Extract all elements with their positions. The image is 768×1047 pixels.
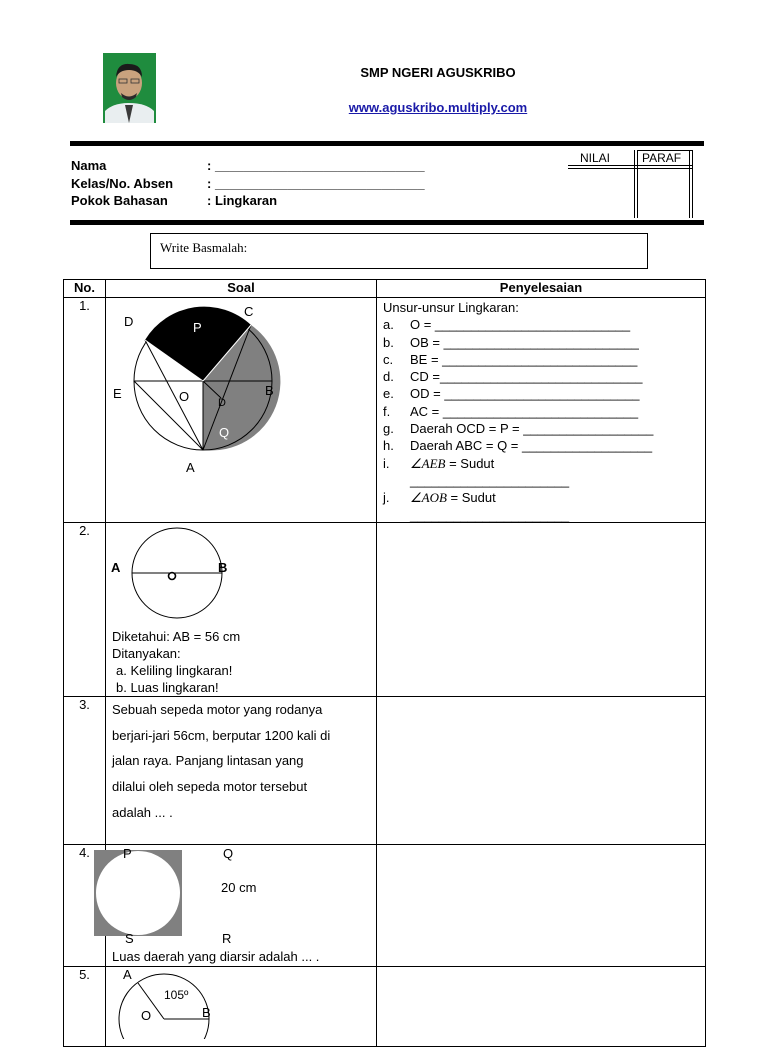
angle-label: 105º bbox=[164, 988, 189, 1002]
website-link[interactable]: www.aguskribo.multiply.com bbox=[348, 100, 528, 115]
answer-cell[interactable] bbox=[377, 967, 706, 1047]
label-b: B bbox=[218, 560, 228, 575]
header-penyelesaian: Penyelesaian bbox=[377, 280, 706, 298]
label-p: P bbox=[123, 846, 132, 861]
kelas-field[interactable]: : _____________________________ bbox=[207, 175, 425, 191]
label-q: Q bbox=[219, 425, 230, 440]
size-label: 20 cm bbox=[221, 880, 257, 895]
question-number: 3. bbox=[64, 697, 106, 845]
pokok-value: : Lingkaran bbox=[207, 193, 278, 208]
nilai-label: NILAI bbox=[580, 151, 611, 165]
answer-item-b: b. OB = ___________________________ bbox=[383, 334, 639, 350]
label-d-small: D bbox=[218, 397, 226, 409]
answer-line-j: ______________________ bbox=[410, 507, 570, 523]
question-text: Diketahui: AB = 56 cm Ditanyakan: a. Keliling lingkaran! b. Luas lingkaran! bbox=[112, 629, 241, 695]
answer-item-e: e. OD = ___________________________ bbox=[383, 386, 640, 402]
paraf-label: PARAF bbox=[642, 151, 682, 165]
answer-cell[interactable] bbox=[377, 298, 706, 523]
answer-item-j: j. ∠AOB = Sudut bbox=[383, 490, 496, 506]
label-s: S bbox=[125, 931, 134, 946]
circle-diagram-5 bbox=[116, 969, 226, 1039]
question-row bbox=[64, 845, 706, 967]
school-name: SMP NGERI AGUSKRIBO bbox=[360, 65, 516, 80]
nama-label: Nama bbox=[71, 158, 107, 173]
label-a: A bbox=[186, 460, 195, 475]
question-number: 2. bbox=[64, 523, 106, 697]
answer-item-g: g. Daerah OCD = P = __________________ bbox=[383, 421, 654, 437]
label-a: A bbox=[123, 967, 132, 982]
question-number: 4. bbox=[64, 845, 106, 967]
pokok-label: Pokok Bahasan bbox=[71, 193, 168, 208]
question-row bbox=[64, 298, 706, 523]
answer-item-i: i. ∠AEB = Sudut bbox=[383, 455, 495, 471]
label-e: E bbox=[113, 386, 122, 401]
label-a: A bbox=[111, 560, 121, 575]
answer-item-c: c. BE = ___________________________ bbox=[383, 351, 638, 367]
header-no: No. bbox=[64, 280, 106, 298]
question-row bbox=[64, 697, 706, 845]
label-d: D bbox=[124, 314, 134, 329]
question-cell bbox=[106, 523, 377, 697]
circle-diagram-2 bbox=[126, 525, 236, 625]
kelas-label: Kelas/No. Absen bbox=[71, 175, 174, 191]
question-number: 5. bbox=[64, 967, 106, 1047]
answer-item-d: d. CD =____________________________ bbox=[383, 369, 643, 385]
answer-cell[interactable] bbox=[377, 523, 706, 697]
answer-item-a: a. O = ___________________________ bbox=[383, 317, 631, 333]
circle-diagram bbox=[126, 302, 286, 462]
answer-list bbox=[383, 299, 653, 524]
answer-cell[interactable] bbox=[377, 845, 706, 967]
question-row bbox=[64, 967, 706, 1047]
question-cell bbox=[106, 845, 377, 967]
square-circle-diagram bbox=[94, 850, 184, 940]
header-soal: Soal bbox=[106, 280, 377, 298]
label-b: B bbox=[265, 383, 274, 398]
question-text: Luas daerah yang diarsir adalah ... . bbox=[112, 949, 320, 964]
label-q: Q bbox=[223, 846, 234, 861]
top-divider bbox=[70, 141, 704, 146]
question-table bbox=[63, 279, 706, 1047]
label-r: R bbox=[222, 931, 232, 946]
basmalah-box[interactable] bbox=[150, 233, 648, 269]
basmalah-label: Write Basmalah: bbox=[160, 240, 248, 255]
answer-line-i: ______________________ bbox=[410, 472, 570, 488]
label-p: P bbox=[193, 320, 202, 335]
nama-field[interactable]: : _____________________________ bbox=[207, 158, 425, 173]
score-box bbox=[568, 150, 693, 218]
question-cell bbox=[106, 967, 377, 1047]
question-cell bbox=[106, 298, 377, 523]
label-c: C bbox=[244, 304, 254, 319]
label-o: O bbox=[179, 389, 190, 404]
answer-item-h: h. Daerah ABC = Q = __________________ bbox=[383, 438, 653, 454]
question-text: Sebuah sepeda motor yang rodanya berjari-jari 56cm, berputar 1200 kali di jalan raya. Panjang lintasan yang dilalui oleh sepeda motor tersebut adalah ... . bbox=[112, 702, 331, 820]
question-row bbox=[64, 523, 706, 697]
answer-cell[interactable] bbox=[377, 697, 706, 845]
answer-item-f: f. AC = ___________________________ bbox=[383, 403, 639, 419]
answer-title: Unsur-unsur Lingkaran: bbox=[383, 300, 519, 315]
student-info bbox=[71, 157, 425, 210]
label-o: O bbox=[141, 1008, 152, 1023]
label-b: B bbox=[202, 1005, 211, 1020]
bottom-divider bbox=[70, 220, 704, 225]
question-number: 1. bbox=[64, 298, 106, 523]
question-cell bbox=[106, 697, 377, 845]
